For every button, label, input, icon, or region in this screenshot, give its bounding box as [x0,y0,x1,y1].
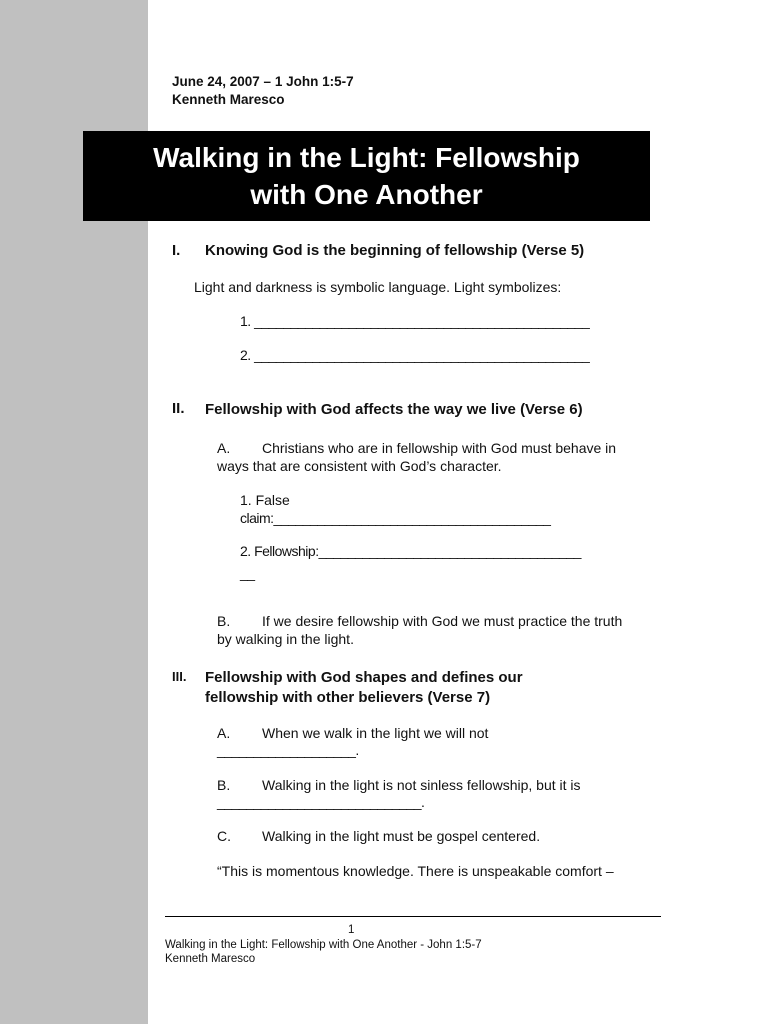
footer-rule [165,916,661,917]
section-2-point-a-letter: A. [217,440,231,456]
footer-page-number: 1 [348,924,355,936]
title-line-2: with One Another [250,179,483,210]
section-1-heading: Knowing God is the beginning of fellowship (Verse 5) [205,242,585,259]
section-3-point-c-letter: C. [217,828,231,844]
section-3-point-a-line-2: ___________________. [217,742,359,758]
section-2-point-a-line-1: Christians who are in fellowship with God must behave in [262,440,617,456]
section-2-point-b-line-1: If we desire fellowship with God we must practice the truth [262,613,623,629]
section-2-point-b-line-2: by walking in the light. [217,631,354,647]
section-2-subpoint-2-line-1: 2. Fellowship:____________________________________ [240,543,581,559]
section-3-heading-line-1: Fellowship with God shapes and defines our [205,669,523,686]
section-2-subpoint-1-line-2: claim:______________________________________ [240,510,551,526]
section-3-point-a-line-1: When we walk in the light we will not [262,725,489,741]
date-reference: June 24, 2007 – 1 John 1:5-7 [172,74,354,89]
section-2-point-a-line-2: ways that are consistent with God’s character. [217,458,502,474]
section-3-quote: “This is momentous knowledge. There is unspeakable comfort – [217,863,614,879]
section-3-point-b-line-1: Walking in the light is not sinless fellowship, but it is [262,777,581,793]
title-line-1: Walking in the Light: Fellowship [153,142,580,173]
author-name: Kenneth Maresco [172,92,285,107]
section-3-numeral: III. [172,669,187,684]
section-3-heading-line-2: fellowship with other believers (Verse 7) [205,689,491,706]
section-2-numeral: II. [172,400,185,417]
section-2-subpoint-2-line-2: __ [240,565,255,581]
section-2-heading: Fellowship with God affects the way we live (Verse 6) [205,401,583,418]
section-2-point-b-letter: B. [217,613,231,629]
section-1-blank-1: 1. ______________________________________________ [240,313,590,329]
footer-title-reference: Walking in the Light: Fellowship with One Another - John 1:5-7 [165,939,482,951]
footer-author: Kenneth Maresco [165,953,256,965]
section-1-intro: Light and darkness is symbolic language. Light symbolizes: [194,279,562,295]
section-3-point-a-letter: A. [217,725,231,741]
section-3-point-c-line-1: Walking in the light must be gospel centered. [262,828,541,844]
section-1-numeral: I. [172,242,181,259]
section-3-point-b-line-2: ____________________________. [217,794,425,810]
section-1-blank-2: 2. ______________________________________________ [240,347,590,363]
section-2-subpoint-1-line-1: 1. False [240,492,290,508]
section-3-point-b-letter: B. [217,777,231,793]
title-banner [83,131,650,221]
